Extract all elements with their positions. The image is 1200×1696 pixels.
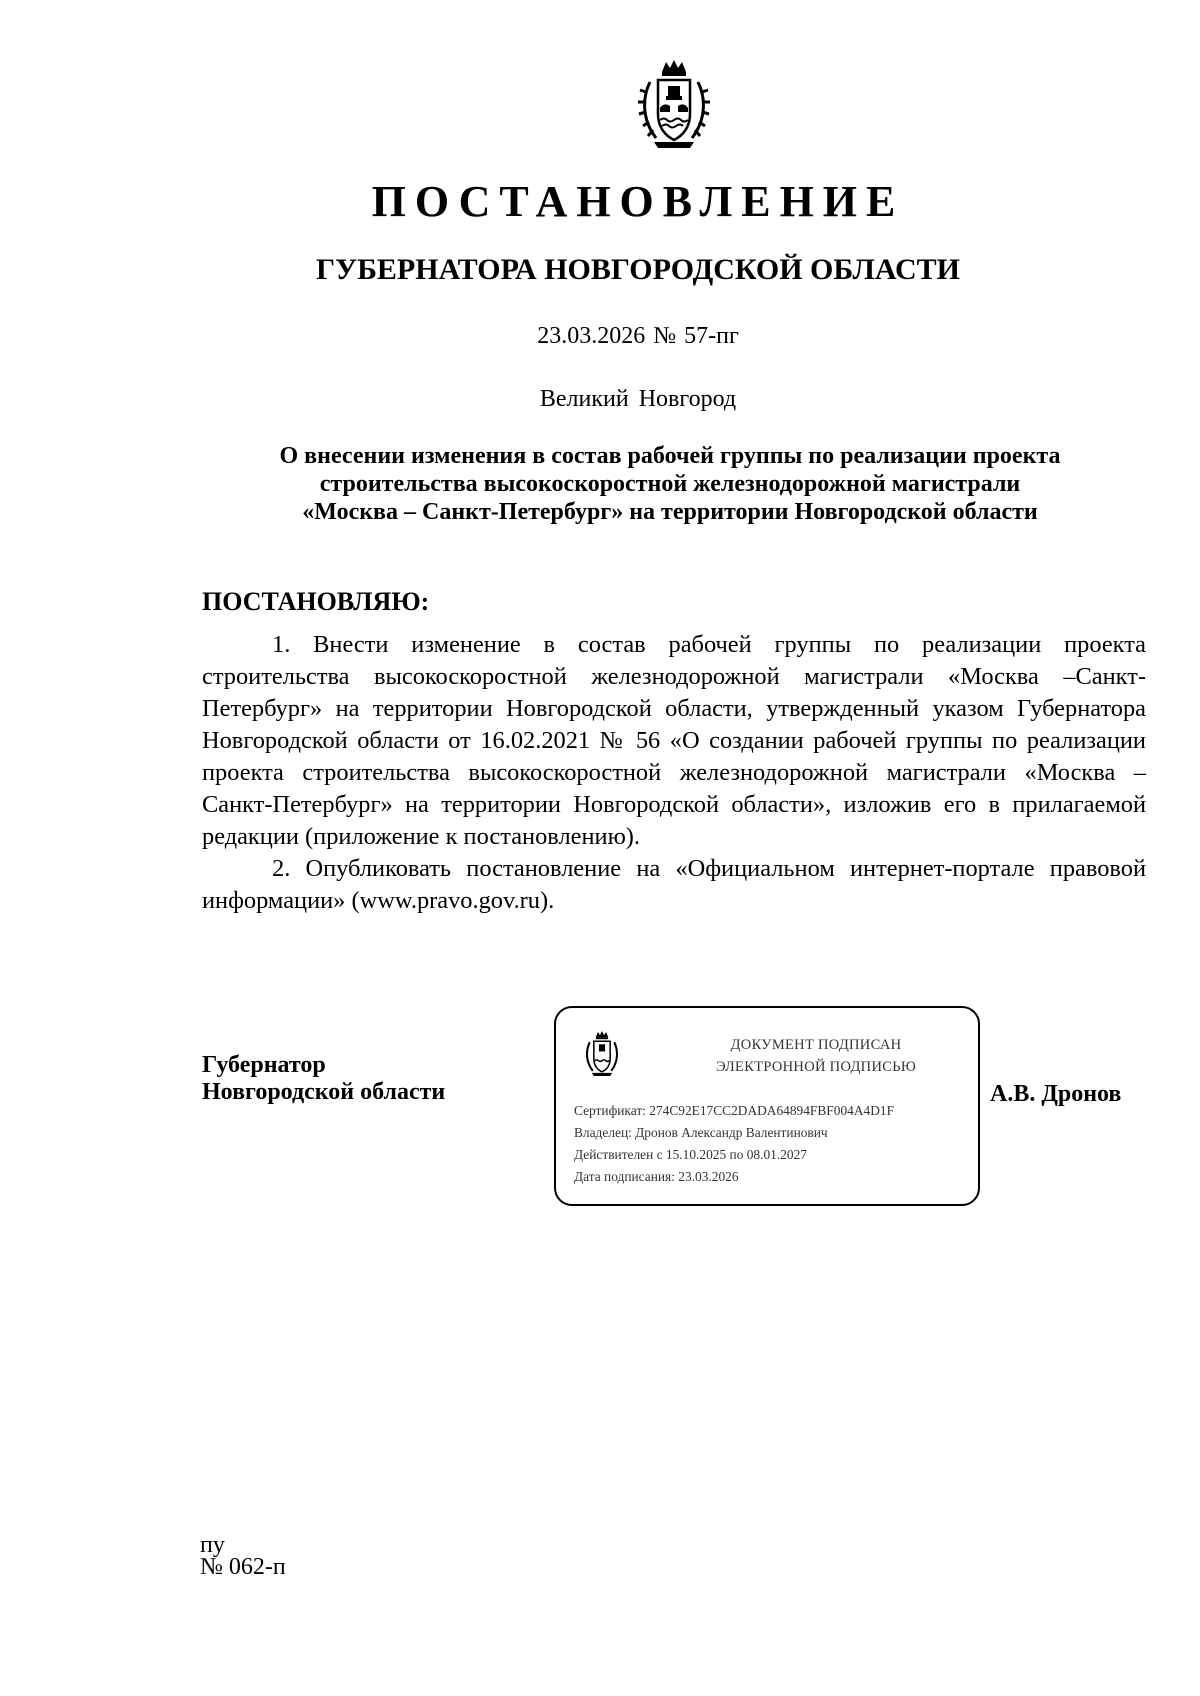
heading-line: строительства высокоскоростной железнодорожной магистрали bbox=[319, 471, 1021, 497]
signatory-title-line: Новгородской области bbox=[202, 1079, 446, 1105]
electronic-signature-stamp bbox=[554, 1006, 980, 1206]
stamp-header-line: ДОКУМЕНТ ПОДПИСАН bbox=[730, 1037, 902, 1053]
paragraph: 1. Внести изменение в состав рабочей группы по реализации проекта строительства высокоскоростной железнодорожной магистрали «Москва –Санкт-Петербург» на территории Новгородской области, утвержденный указом Губернатора Новгородской области от 16.02.2021 № 56 «О создании рабочей группы по реализации проекта строительства высокоскоростной железнодорожной магистрали «Москва – Санкт-Петербург» на территории Новгородской области», изложив его в прилагаемой редакции (приложение к постановлению). bbox=[202, 631, 1146, 850]
stamp-details bbox=[574, 1100, 894, 1188]
stamp-coat-of-arms-icon bbox=[582, 1030, 622, 1078]
stamp-header-line: ЭЛЕКТРОННОЙ ПОДПИСЬЮ bbox=[715, 1059, 917, 1075]
heading-line: О внесении изменения в состав рабочей группы по реализации проекта bbox=[279, 443, 1061, 469]
issuer-title: ГУБЕРНАТОРА НОВГОРОДСКОЙ ОБЛАСТИ bbox=[315, 253, 961, 286]
signatory-title bbox=[202, 1052, 445, 1106]
signatory-title-line: Губернатор bbox=[202, 1052, 326, 1078]
stamp-validity: Действителен с 15.10.2025 по 08.01.2027 bbox=[574, 1147, 807, 1162]
city: Великий Новгород bbox=[539, 386, 737, 412]
resolve-label: ПОСТАНОВЛЯЮ: bbox=[202, 587, 430, 616]
footer-note bbox=[200, 1534, 286, 1578]
heading-line: «Москва – Санкт-Петербург» на территории Новгородской области bbox=[302, 499, 1038, 525]
stamp-owner: Владелец: Дронов Александр Валентинович bbox=[574, 1125, 828, 1140]
paragraph: 2. Опубликовать постановление на «Официальном интернет-портале правовой информации» (www.pravo.gov.ru). bbox=[202, 855, 1146, 914]
document-type-title: ПОСТАНОВЛЕНИЕ bbox=[371, 177, 905, 226]
stamp-sign-date: Дата подписания: 23.03.2026 bbox=[574, 1169, 739, 1184]
body-text bbox=[202, 629, 1146, 917]
coat-of-arms-icon bbox=[636, 58, 712, 152]
date-number: 23.03.2026 № 57-пг bbox=[537, 323, 739, 349]
document-heading bbox=[200, 442, 1140, 526]
stamp-header bbox=[666, 1034, 966, 1078]
signer-name: А.В. Дронов bbox=[990, 1081, 1122, 1107]
stamp-certificate: Сертификат: 274C92E17CC2DADA64894FBF004A4D1F bbox=[574, 1103, 895, 1118]
footer-line: № 062-п bbox=[200, 1554, 286, 1580]
footer-line: пу bbox=[200, 1532, 225, 1558]
